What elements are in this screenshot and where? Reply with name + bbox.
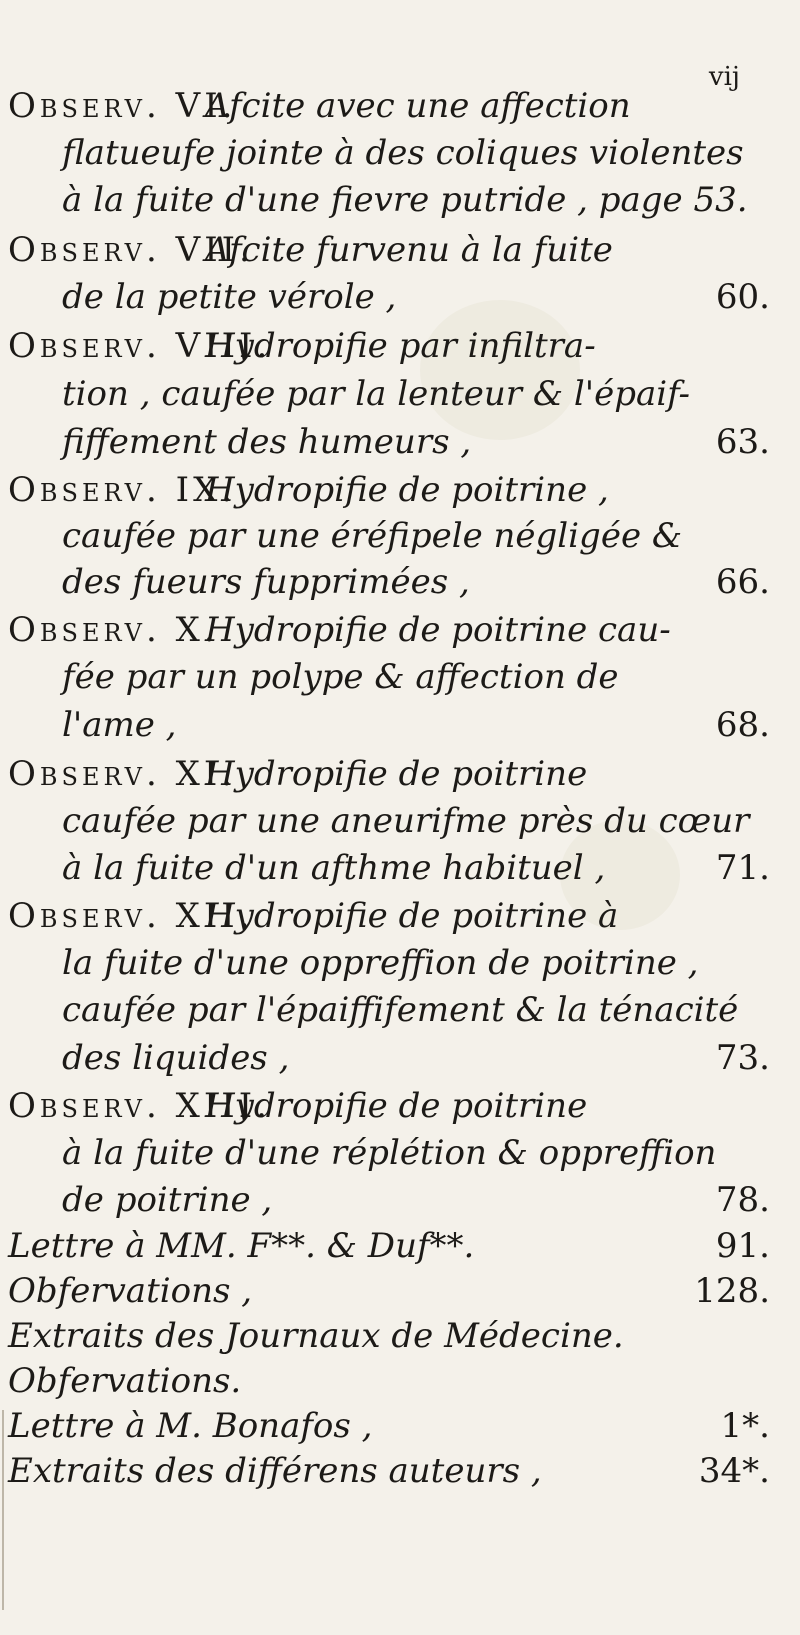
observation-label: Observ. VIII.: [8, 326, 272, 366]
page-ref: 128.: [694, 1271, 770, 1311]
toc-entry: Extraits des différens auteurs ,: [8, 1451, 542, 1491]
observation-title: Afcite furvenu à la fuite: [205, 230, 613, 270]
toc-line: [0, 986, 800, 1034]
toc-line: [0, 1447, 800, 1495]
page-ref: 63.: [715, 422, 770, 462]
observation-title: Hydropifie de poitrine: [205, 754, 588, 794]
toc-line: [0, 226, 800, 274]
page-ref: 66.: [715, 562, 770, 602]
toc-line: [0, 1176, 800, 1224]
binding-margin-line: [2, 1410, 4, 1610]
observation-title: Hydropifie de poitrine: [205, 1086, 588, 1126]
observation-title-continued: fiffement des humeurs ,: [62, 422, 472, 462]
observation-title-continued: de poitrine ,: [62, 1180, 273, 1220]
observation-title-continued: la fuite d'une oppreffion de poitrine ,: [62, 943, 699, 983]
toc-line: [0, 558, 800, 606]
toc-line: [0, 1357, 800, 1405]
observation-title: Hydropifie de poitrine cau-: [205, 610, 671, 650]
toc-line: [0, 370, 800, 418]
page-number: vij: [708, 62, 740, 92]
observation-title: Afcite avec une affection: [205, 86, 631, 126]
toc-line: [0, 176, 800, 224]
toc-line: [0, 1312, 800, 1360]
toc-entry: Lettre à MM. F**. & Duf**.: [8, 1226, 475, 1266]
toc-entry: Obfervations ,: [8, 1271, 253, 1311]
toc-line: [0, 797, 800, 845]
observation-label: Observ. VII.: [8, 230, 254, 270]
toc-line: [0, 844, 800, 892]
observation-title-continued: caufée par une aneurifme près du cœur: [62, 801, 750, 841]
observation-title-continued: des fueurs fupprimées ,: [62, 562, 470, 602]
toc-line: [0, 939, 800, 987]
toc-line: [0, 1267, 800, 1315]
observation-title: Hydropifie par infiltra-: [205, 326, 596, 366]
toc-line: [0, 606, 800, 654]
observation-title-continued: à la fuite d'un afthme habituel ,: [62, 848, 606, 888]
toc-line: [0, 1402, 800, 1450]
toc-entry: Obfervations.: [8, 1361, 242, 1401]
toc-line: [0, 273, 800, 321]
page-ref: 68.: [715, 705, 770, 745]
page-ref: 60.: [715, 277, 770, 317]
toc-line: [0, 322, 800, 370]
observation-title-continued: à la fuite d'une réplétion & oppreffion: [62, 1133, 717, 1173]
page-ref: 78.: [715, 1180, 770, 1220]
toc-line: [0, 1222, 800, 1270]
observation-title: Hydropifie de poitrine à: [205, 896, 619, 936]
toc-line: [0, 418, 800, 466]
toc-entry: Extraits des Journaux de Médecine.: [8, 1316, 624, 1356]
toc-entry: Lettre à M. Bonafos ,: [8, 1406, 373, 1446]
toc-line: [0, 466, 800, 514]
observation-title-continued: des liquides ,: [62, 1038, 290, 1078]
observation-title-continued: fée par un polype & affection de: [62, 657, 619, 697]
toc-line: [0, 512, 800, 560]
toc-line: [0, 892, 800, 940]
observation-title-continued: flatueufe jointe à des coliques violentes: [62, 133, 744, 173]
page-ref: 34*.: [698, 1451, 770, 1491]
toc-line: [0, 82, 800, 130]
observation-title-continued: à la fuite d'une fievre putride , page 53.: [62, 180, 748, 220]
toc-line: [0, 653, 800, 701]
observation-title-continued: caufée par l'épaiffifement & la ténacité: [62, 990, 739, 1030]
observation-label: Observ. VI.: [8, 86, 237, 126]
page-ref: 1*.: [720, 1406, 770, 1446]
page-ref: 71.: [715, 848, 770, 888]
observation-label: Observ. IX.: [8, 470, 237, 510]
observation-label: Observ. XII.: [8, 896, 254, 936]
observation-title-continued: de la petite vérole ,: [62, 277, 397, 317]
observation-title-continued: tion , caufée par la lenteur & l'épaif-: [62, 374, 691, 414]
page-ref: 91.: [715, 1226, 770, 1266]
toc-line: [0, 701, 800, 749]
toc-line: [0, 1034, 800, 1082]
observation-label: Observ. X.: [8, 610, 219, 650]
toc-line: [0, 1129, 800, 1177]
toc-line: [0, 750, 800, 798]
toc-line: [0, 1082, 800, 1130]
page-ref: 73.: [715, 1038, 770, 1078]
observation-title-continued: l'ame ,: [62, 705, 177, 745]
observation-label: Observ. XIII.: [8, 1086, 271, 1126]
toc-line: [0, 129, 800, 177]
observation-title: Hydropifie de poitrine ,: [205, 470, 609, 510]
observation-label: Observ. XI.: [8, 754, 237, 794]
observation-title-continued: caufée par une éréfipele négligée &: [62, 516, 683, 556]
